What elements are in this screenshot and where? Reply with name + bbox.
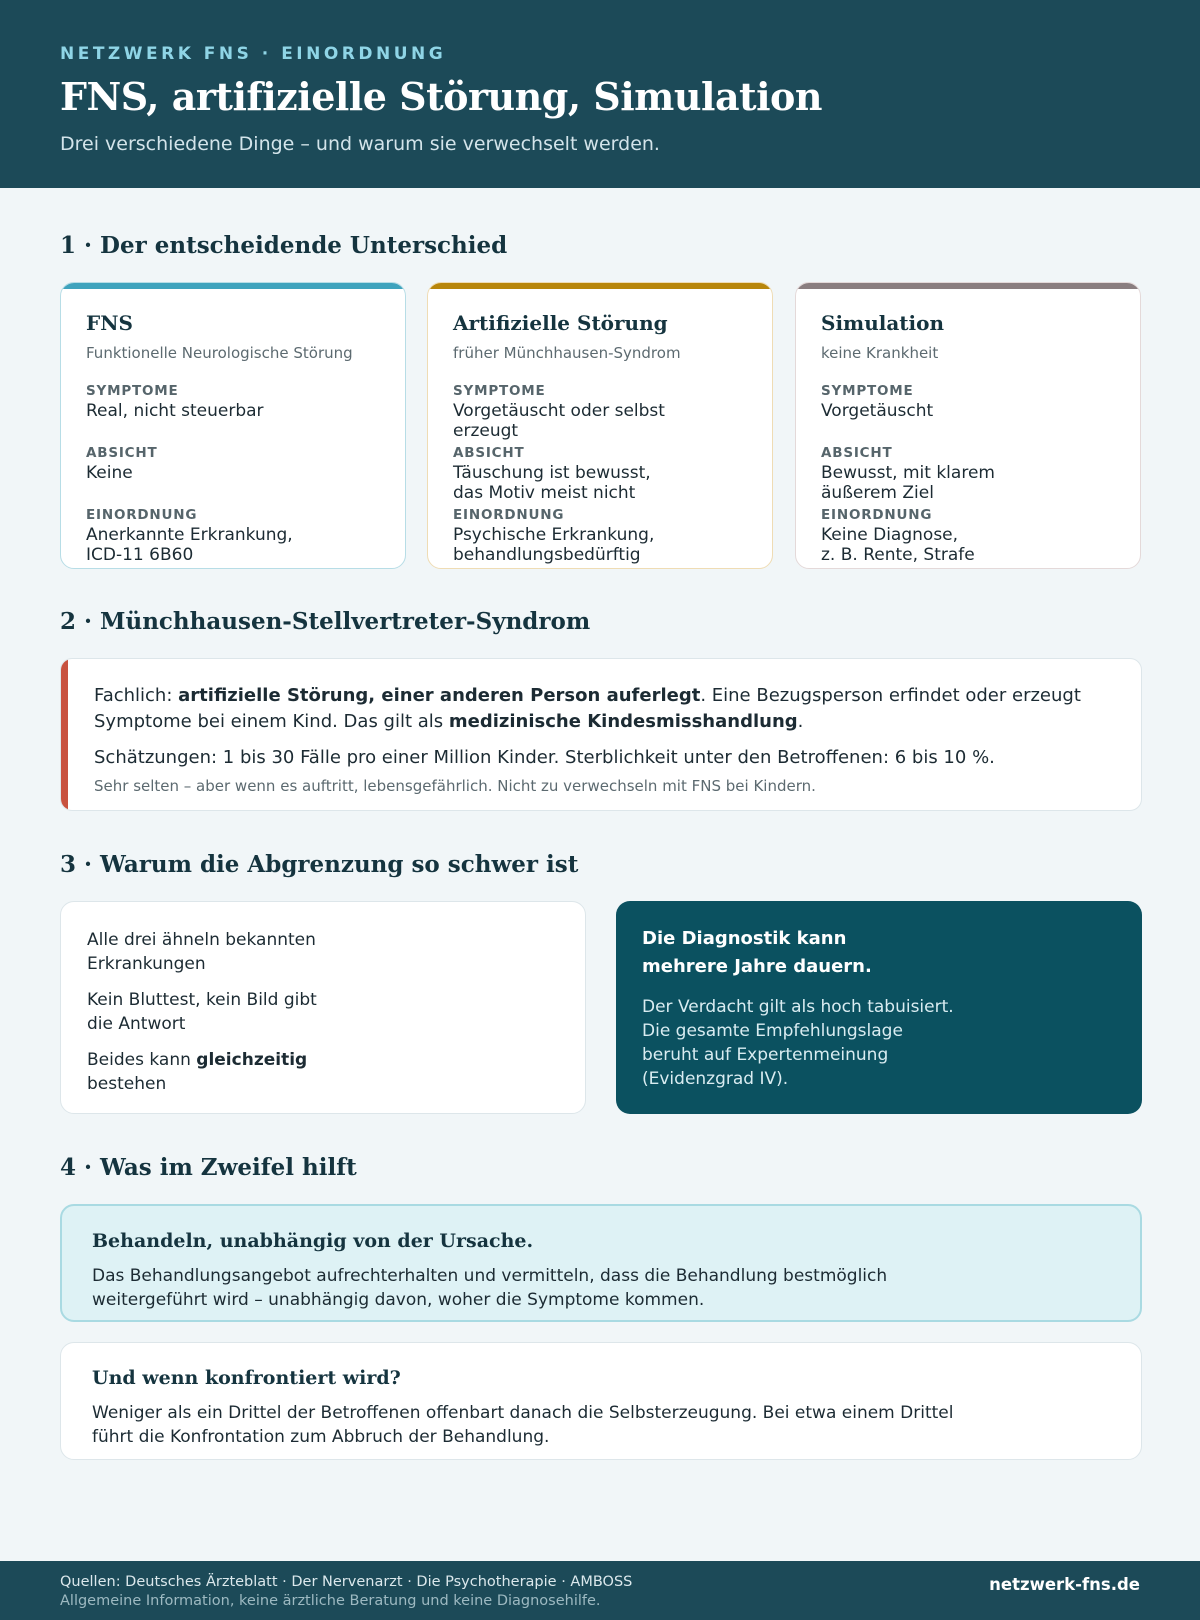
card-fns-absicht [86,445,386,483]
diagnostics-callout [616,901,1142,1114]
field-value-line: ICD-11 6B60 [86,545,194,565]
section-1-title: 1 · Der entscheidende Unterschied [60,232,508,259]
field-value-line: Keine Diagnose, [821,525,959,545]
box-heading: Behandeln, unabhängig von der Ursache. [92,1230,534,1252]
field-label: EINORDNUNG [821,507,933,523]
section-2-title: 2 · Münchhausen-Stellvertreter-Syndrom [60,608,591,635]
field-label: ABSICHT [821,445,893,461]
card-fns [60,282,406,569]
card-artifizielle-stoerung [427,282,773,569]
card-simulation-title: Simulation [821,311,945,335]
field-value-line: äußerem Ziel [821,483,934,503]
box-text: Weniger als ein Drittel der Betroffenen offenbart danach die Selbsterzeugung. Bei etwa einem Drittel führt die Konfrontation zum Abbruch der Behandlung. [92,1403,954,1447]
muenchhausen-accent-bar [61,659,68,810]
header-eyebrow: NETZWERK FNS · EINORDNUNG [60,44,447,64]
field-value-line: Psychische Erkrankung, [453,525,655,545]
field-label: SYMPTOME [453,383,546,399]
field-value: Vorgetäuscht [821,401,934,421]
card-simulation-einordnung [821,507,1121,565]
muenchhausen-definition: Fachlich: artifizielle Störung, einer anderen Person auferlegt. Eine Bezugsperson erfindet oder erzeugt Symptome bei einem Kind. Das gilt als medizinische Kindesmisshandlung. [94,685,1081,732]
section-4-title: 4 · Was im Zweifel hilft [60,1154,357,1181]
box-heading: Und wenn konfrontiert wird? [92,1367,401,1389]
card-simulation-subtitle: keine Krankheit [821,344,939,362]
section-3-title: 3 · Warum die Abgrenzung so schwer ist [60,851,579,878]
confrontation-box [60,1342,1142,1460]
field-value-line: Täuschung ist bewusst, [453,463,651,483]
difficulty-list-box [60,901,586,1114]
callout-heading: Die Diagnostik kann mehrere Jahre dauern. [642,928,872,977]
field-label: ABSICHT [86,445,158,461]
field-value-line: behandlungsbedürftig [453,545,641,565]
field-label: EINORDNUNG [453,507,565,523]
card-artifizielle-symptome [453,383,753,441]
card-fns-subtitle: Funktionelle Neurologische Störung [86,344,353,362]
field-label: EINORDNUNG [86,507,198,523]
card-artifizielle-accent-bar [428,283,772,289]
list-item: Kein Bluttest, kein Bild gibt die Antwort [87,990,317,1034]
card-artifizielle-einordnung [453,507,753,565]
treat-regardless-box [60,1204,1142,1322]
muenchhausen-note: Sehr selten – aber wenn es auftritt, lebensgefährlich. Nicht zu verwechseln mit FNS bei Kindern. [94,777,816,795]
footer-disclaimer: Allgemeine Information, keine ärztliche Beratung und keine Diagnosehilfe. [60,1593,601,1609]
list-item: Beides kann gleichzeitig bestehen [87,1050,308,1094]
card-fns-symptome [86,383,386,421]
card-simulation-accent-bar [796,283,1140,289]
muenchhausen-box [60,658,1142,811]
field-label: SYMPTOME [86,383,179,399]
page-header [0,0,1200,188]
card-artifizielle-title: Artifizielle Störung [453,311,668,335]
field-value-line: Bewusst, mit klarem [821,463,995,483]
field-label: ABSICHT [453,445,525,461]
callout-text: Der Verdacht gilt als hoch tabuisiert. Die gesamte Empfehlungslage beruht auf Expertenmeinung (Evidenzgrad IV). [642,997,954,1089]
footer-site-link[interactable]: netzwerk-fns.de [989,1575,1140,1594]
card-fns-title: FNS [86,311,133,335]
field-value: Real, nicht steuerbar [86,401,264,421]
field-value-line: erzeugt [453,421,519,441]
field-value-line: Vorgetäuscht oder selbst [453,401,665,421]
footer-sources: Quellen: Deutsches Ärzteblatt · Der Nervenarzt · Die Psychotherapie · AMBOSS [60,1574,633,1590]
page-footer [0,1561,1200,1620]
card-simulation-absicht [821,445,1121,503]
muenchhausen-statistics: Schätzungen: 1 bis 30 Fälle pro einer Million Kinder. Sterblichkeit unter den Betroffenen: 6 bis 10 %. [94,747,995,768]
card-simulation-symptome [821,383,1121,421]
card-fns-einordnung [86,507,386,565]
box-text: Das Behandlungsangebot aufrechterhalten und vermitteln, dass die Behandlung bestmöglich weitergeführt wird – unabhängig davon, woher die Symptome kommen. [92,1266,888,1310]
page-title: FNS, artifizielle Störung, Simulation [60,74,823,119]
field-value-line: Anerkannte Erkrankung, [86,525,293,545]
card-simulation [795,282,1141,569]
field-value-line: das Motiv meist nicht [453,483,636,503]
list-item: Alle drei ähneln bekannten Erkrankungen [87,930,316,974]
field-label: SYMPTOME [821,383,914,399]
card-artifizielle-subtitle: früher Münchhausen-Syndrom [453,344,681,362]
page-subtitle: Drei verschiedene Dinge – und warum sie verwechselt werden. [60,133,660,155]
card-artifizielle-absicht [453,445,753,503]
field-value-line: z. B. Rente, Strafe [821,545,975,565]
card-fns-accent-bar [61,283,405,289]
field-value: Keine [86,463,133,483]
